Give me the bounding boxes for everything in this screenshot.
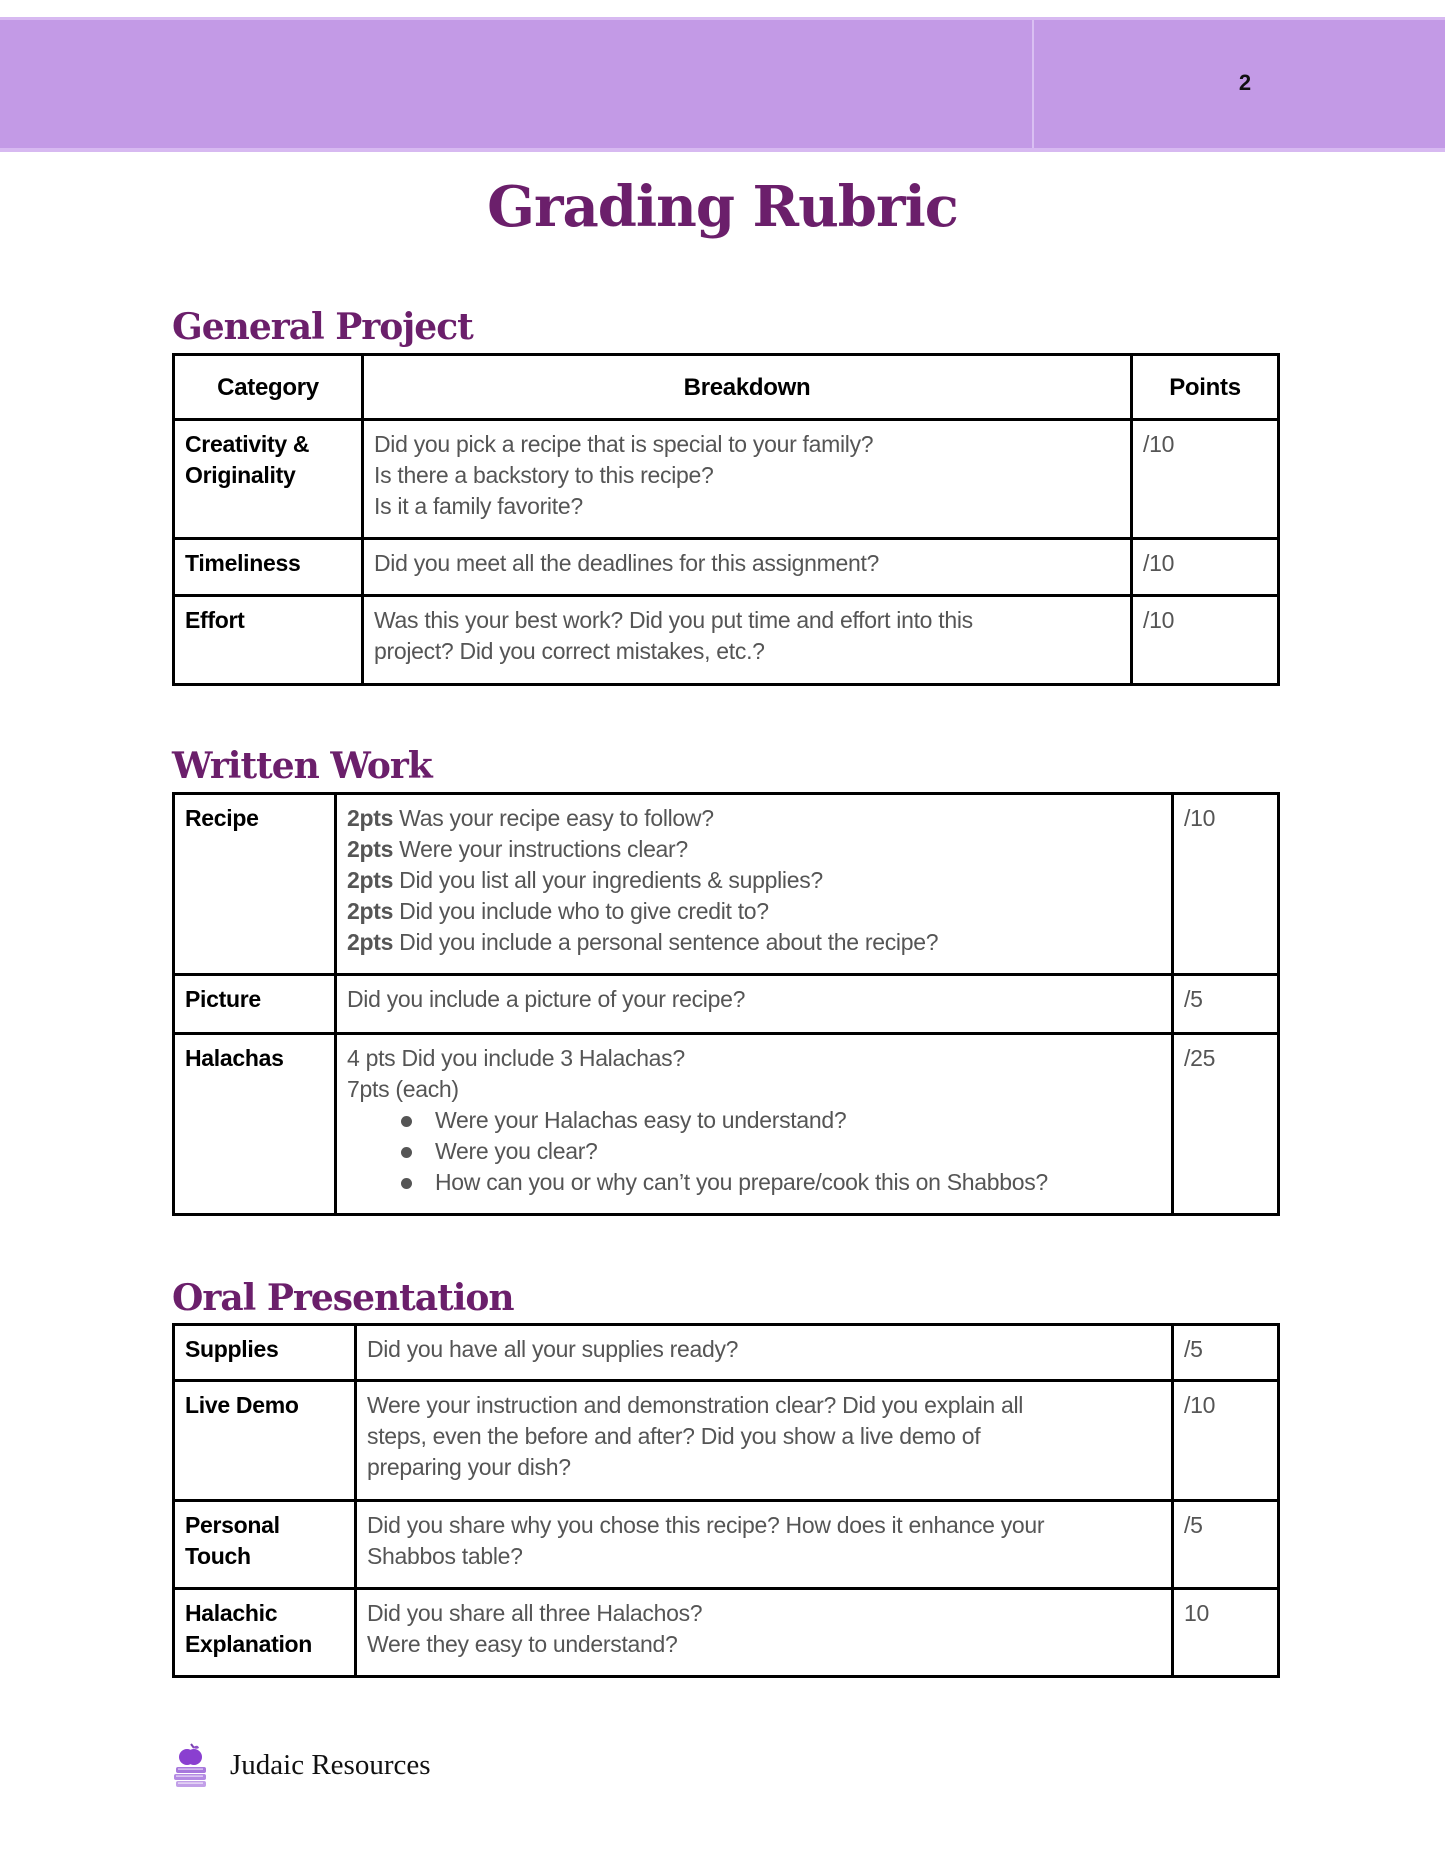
row-points: /10 [1173,1381,1279,1501]
row-category: Timeliness [174,539,363,596]
row-breakdown: Did you share all three Halachos? Were they easy to understand? [356,1589,1173,1677]
table-row [174,975,1279,1034]
row-breakdown: Did you include a picture of your recipe? [336,975,1173,1034]
header-banner [0,17,1445,152]
rubric-line-text: Did you include a personal sentence about the recipe? [393,929,939,955]
bullet-list [347,1105,1161,1198]
rubric-line-text: Was your recipe easy to follow? [393,805,714,831]
points-label: 2pts [347,898,394,924]
table-row [174,1381,1279,1501]
bullet-item: Were your Halachas easy to understand? [395,1105,1161,1136]
general-project-table [172,353,1280,686]
bullet-item: Were you clear? [395,1136,1161,1167]
row-category: Halachic Explanation [174,1589,356,1677]
written-work-table [172,792,1280,1216]
row-breakdown: Did you pick a recipe that is special to your family? Is there a backstory to this recipe? Is it a family favorite? [363,420,1132,539]
points-label: 2pts [347,836,394,862]
row-points: /10 [1132,539,1279,596]
table-row [174,1501,1279,1589]
row-category: Picture [174,975,336,1034]
bullet-item: How can you or why can’t you prepare/cook this on Shabbos? [395,1167,1161,1198]
row-points: /25 [1173,1034,1279,1215]
table-row [174,1589,1279,1677]
row-breakdown [336,1034,1173,1215]
books-apple-icon [172,1742,210,1788]
table-row [174,1034,1279,1215]
row-points: /10 [1132,596,1279,685]
table-row [174,1325,1279,1381]
column-header-breakdown: Breakdown [363,355,1132,420]
brand-name: Judaic Resources [230,1748,431,1781]
rubric-line-text: Did you list all your ingredients & supplies? [393,867,823,893]
table-row [174,596,1279,685]
rubric-line: 7pts (each) [347,1076,459,1102]
column-header-category: Category [174,355,363,420]
row-category: Halachas [174,1034,336,1215]
table-header-row [174,355,1279,420]
row-points: /5 [1173,1501,1279,1589]
row-breakdown: Did you share why you chose this recipe? How does it enhance your Shabbos table? [356,1501,1173,1589]
section-heading-oral: Oral Presentation [172,1277,514,1319]
row-category: Creativity & Originality [174,420,363,539]
points-label: 2pts [347,805,394,831]
rubric-line: 4 pts Did you include 3 Halachas? [347,1045,685,1071]
row-breakdown [336,794,1173,975]
rubric-line [347,803,1161,834]
rubric-line [347,865,1161,896]
points-label: 2pts [347,929,394,955]
rubric-line-text: Were your instructions clear? [393,836,688,862]
points-label: 2pts [347,867,394,893]
rubric-line [347,896,1161,927]
row-category: Personal Touch [174,1501,356,1589]
rubric-line [347,927,1161,958]
oral-presentation-table [172,1323,1280,1678]
row-points: /10 [1132,420,1279,539]
footer-brand [172,1740,431,1790]
table-row [174,539,1279,596]
row-category: Supplies [174,1325,356,1381]
row-points: 10 [1173,1589,1279,1677]
page-title: Grading Rubric [487,174,958,240]
banner-divider [1032,20,1034,148]
table-row [174,794,1279,975]
row-breakdown: Did you have all your supplies ready? [356,1325,1173,1381]
column-header-points: Points [1132,355,1279,420]
row-category: Effort [174,596,363,685]
table-row [174,420,1279,539]
row-category: Recipe [174,794,336,975]
row-points: /5 [1173,975,1279,1034]
row-breakdown: Was this your best work? Did you put time and effort into this project? Did you correct mistakes, etc.? [363,596,1132,685]
section-heading-written: Written Work [172,745,432,787]
row-category: Live Demo [174,1381,356,1501]
row-breakdown: Were your instruction and demonstration clear? Did you explain all steps, even the before and after? Did you show a live demo of preparing your dish? [356,1381,1173,1501]
rubric-line-text: Did you include who to give credit to? [393,898,769,924]
row-points: /10 [1173,794,1279,975]
rubric-line [347,834,1161,865]
section-heading-general: General Project [172,306,473,348]
row-points: /5 [1173,1325,1279,1381]
page-number: 2 [1238,70,1252,95]
row-breakdown: Did you meet all the deadlines for this assignment? [363,539,1132,596]
